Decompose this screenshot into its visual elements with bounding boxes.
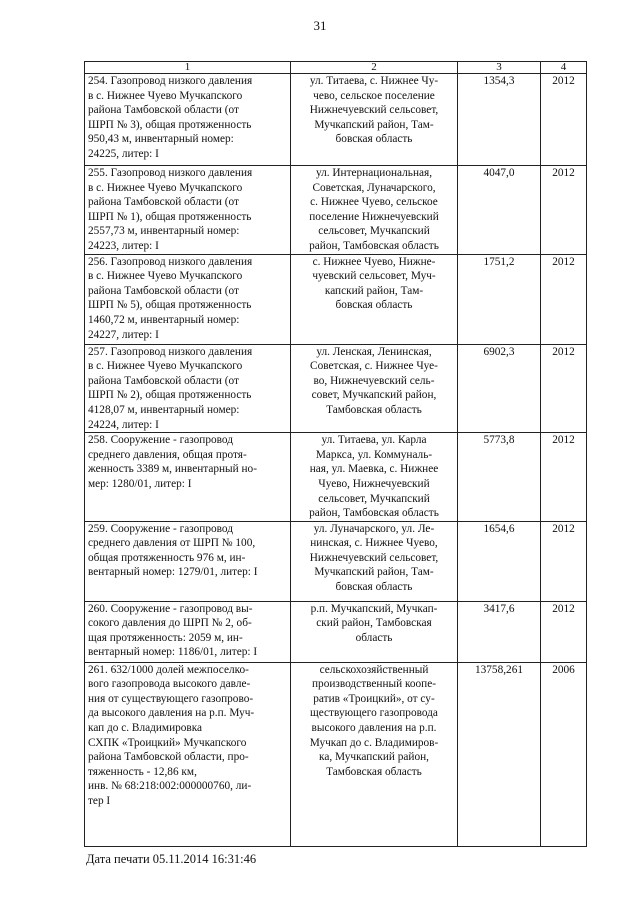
object-description-cell [85,74,291,166]
address-line: производственный коопе- [312,678,436,691]
address-line: сельсовет, Мучкапский [318,225,430,238]
address-cell [291,521,458,601]
object-description-line: среднего давления, общая протя- [88,448,247,461]
object-description-line: вентарный номер: 1186/01, литер: I [88,646,258,659]
year-cell: 2006 [541,662,587,846]
address-line: Тамбовская область [326,403,422,416]
object-description-cell [85,166,291,255]
object-description-line: 260. Сооружение - газопровод вы- [88,602,253,615]
object-description-line: ния от существующего газопрово- [88,692,254,705]
address-line: ул. Ленская, Ленинская, [316,345,432,358]
object-description-line: 255. Газопровод низкого давления [88,167,253,179]
object-description-cell [85,662,291,846]
object-description-line: вого газопровода высокого давле- [88,678,251,691]
address-line: ул. Луначарского, ул. Ле- [313,522,435,535]
area-cell: 13758,261 [458,662,541,846]
year-cell: 2012 [541,601,587,662]
address-line: поселение Нижнечуевский [309,210,439,223]
object-description-cell [85,601,291,662]
table-row [85,74,587,166]
object-description-line: 4128,07 м, инвентарный номер: [88,403,240,416]
object-description-line: 2557,73 м, инвентарный номер: [88,225,240,238]
area-cell: 6902,3 [458,344,541,433]
object-description-line: в с. Нижнее Чуево Мучкапского [88,181,243,194]
object-description-cell [85,433,291,522]
address-line: Нижнечуевский сельсовет, [309,551,439,564]
property-registry-table [84,61,587,847]
object-description-line: общая протяженность 976 м, ин- [88,551,246,564]
table-row [85,601,587,662]
address-line: чево, сельское поселение [313,89,435,102]
object-description-line: тяженность - 12,86 км, [88,765,197,778]
year-cell: 2012 [541,74,587,166]
object-description-cell [85,254,291,344]
address-line: ский район, Тамбовская [316,617,432,630]
table-row [85,344,587,433]
address-line: ул. Титаева, ул. Карла [321,434,427,447]
address-line: бовская область [335,581,413,594]
object-description-line: в с. Нижнее Чуево Мучкапского [88,360,243,373]
address-line: с. Нижнее Чуево, сельское [310,196,438,209]
object-description-line: 1460,72 м, инвентарный номер: [88,313,240,326]
address-line: Маркса, ул. Коммуналь- [315,448,433,461]
address-line: район, Тамбовская область [309,507,439,520]
address-cell [291,344,458,433]
address-line: бовская область [335,133,413,146]
object-description-line: СХПК «Троицкий» Мучкапского [88,736,247,749]
address-cell [291,662,458,846]
address-line: ка, Мучкапский район, [319,751,429,764]
area-cell: 4047,0 [458,166,541,255]
address-line: с. Нижнее Чуево, Нижне- [312,255,436,268]
column-number-row [85,62,587,74]
address-line: ная, ул. Маевка, с. Нижнее [309,463,439,476]
address-line: капский район, Там- [324,284,424,297]
page-number: 31 [313,18,327,33]
address-line: во, Нижнечуевский сель- [313,374,435,387]
address-line: ществующего газопровода [310,707,438,720]
object-description-line: 24224, литер: I [88,418,159,431]
object-description-line: района Тамбовской области (от [88,104,239,117]
object-description-line: ШРП № 2), общая протяженность [88,389,252,402]
object-description-line: 256. Газопровод низкого давления [88,255,253,268]
address-line: район, Тамбовская область [309,239,439,252]
address-line: ул. Титаева, с. Нижнее Чу- [309,75,439,87]
object-description-line: вентарный номер: 1279/01, литер: I [88,566,258,579]
object-description-line: среднего давления от ШРП № 100, [88,537,256,550]
object-description-line: района Тамбовской области (от [88,196,239,209]
address-line: Мучкап до с. Владимиров- [309,736,439,749]
object-description-line: инв. № 68:218:002:000000760, ли- [88,780,252,793]
table-row [85,662,587,846]
table-row [85,254,587,344]
table-row [85,166,587,255]
address-line: ратив «Троицкий», от су- [313,692,435,705]
object-description-line: 259. Сооружение - газопровод [88,522,233,535]
object-description-line: 261. 632/1000 долей межпоселко- [88,663,249,676]
address-line: Мучкапский район, Там- [314,118,434,131]
year-cell: 2012 [541,166,587,255]
address-line: сельсовет, Мучкапский [318,492,430,505]
table-row [85,433,587,522]
print-date: Дата печати 05.11.2014 16:31:46 [86,852,257,866]
object-description-line: да высокого давления на р.п. Муч- [88,707,255,720]
address-line: чуевский сельсовет, Муч- [312,270,436,283]
address-line: Нижнечуевский сельсовет, [309,104,439,117]
address-line: Чуево, Нижнечуевский [318,477,430,490]
object-description-line: щая протяженность: 2059 м, ин- [88,631,243,644]
object-description-line: женность 3389 м, инвентарный но- [88,463,257,476]
address-line: Советская, Луначарского, [312,181,436,194]
object-description-line: сокого давления до ШРП № 2, об- [88,617,252,630]
object-description-line: района Тамбовской области (от [88,374,239,387]
object-description-line: 24225, литер: I [88,147,159,160]
area-cell: 1654,6 [458,521,541,601]
object-description-line: района Тамбовской области (от [88,284,239,297]
address-line: ул. Интернациональная, [315,167,433,179]
object-description-line: в с. Нижнее Чуево Мучкапского [88,89,243,102]
column-header-3: 3 [458,62,541,74]
address-line: область [355,631,393,644]
address-line: бовская область [335,299,413,312]
column-header-1: 1 [85,62,291,74]
year-cell: 2012 [541,344,587,433]
year-cell: 2012 [541,433,587,522]
column-header-4: 4 [541,62,587,74]
area-cell: 1751,2 [458,254,541,344]
address-line: нинская, с. Нижнее Чуево, [310,537,438,550]
object-description-line: мер: 1280/01, литер: I [88,477,192,490]
address-line: высокого давления на р.п. [311,722,437,735]
object-description-line: ШРП № 3), общая протяженность [88,118,252,131]
year-cell: 2012 [541,254,587,344]
area-cell: 1354,3 [458,74,541,166]
address-line: сельскохозяйственный [319,663,429,676]
object-description-line: тер I [88,795,111,808]
object-description-line: в с. Нижнее Чуево Мучкапского [88,270,243,283]
address-cell [291,433,458,522]
object-description-line: 257. Газопровод низкого давления [88,345,253,358]
address-cell [291,166,458,255]
address-cell [291,601,458,662]
area-cell: 5773,8 [458,433,541,522]
column-header-2: 2 [291,62,458,74]
object-description-cell [85,344,291,433]
object-description-cell [85,521,291,601]
object-description-line: ШРП № 5), общая протяженность [88,299,252,312]
object-description-line: 24223, литер: I [88,239,159,252]
object-description-line: 258. Сооружение - газопровод [88,434,233,447]
object-description-line: кап до с. Владимировка [88,722,203,735]
address-line: р.п. Мучкапский, Мучкап- [310,602,438,615]
object-description-line: ШРП № 1), общая протяженность [88,210,252,223]
address-line: Советская, с. Нижнее Чуе- [310,360,438,373]
table-row [85,521,587,601]
object-description-line: 254. Газопровод низкого давления [88,75,253,87]
address-cell [291,74,458,166]
object-description-line: 24227, литер: I [88,328,159,341]
address-line: Мучкапский район, Там- [314,566,434,579]
object-description-line: 950,43 м, инвентарный номер: [88,133,234,146]
area-cell: 3417,6 [458,601,541,662]
address-line: совет, Мучкапский район, [311,389,437,402]
year-cell: 2012 [541,521,587,601]
object-description-line: района Тамбовской области, про- [88,751,249,764]
address-line: Тамбовская область [326,765,422,778]
address-cell [291,254,458,344]
